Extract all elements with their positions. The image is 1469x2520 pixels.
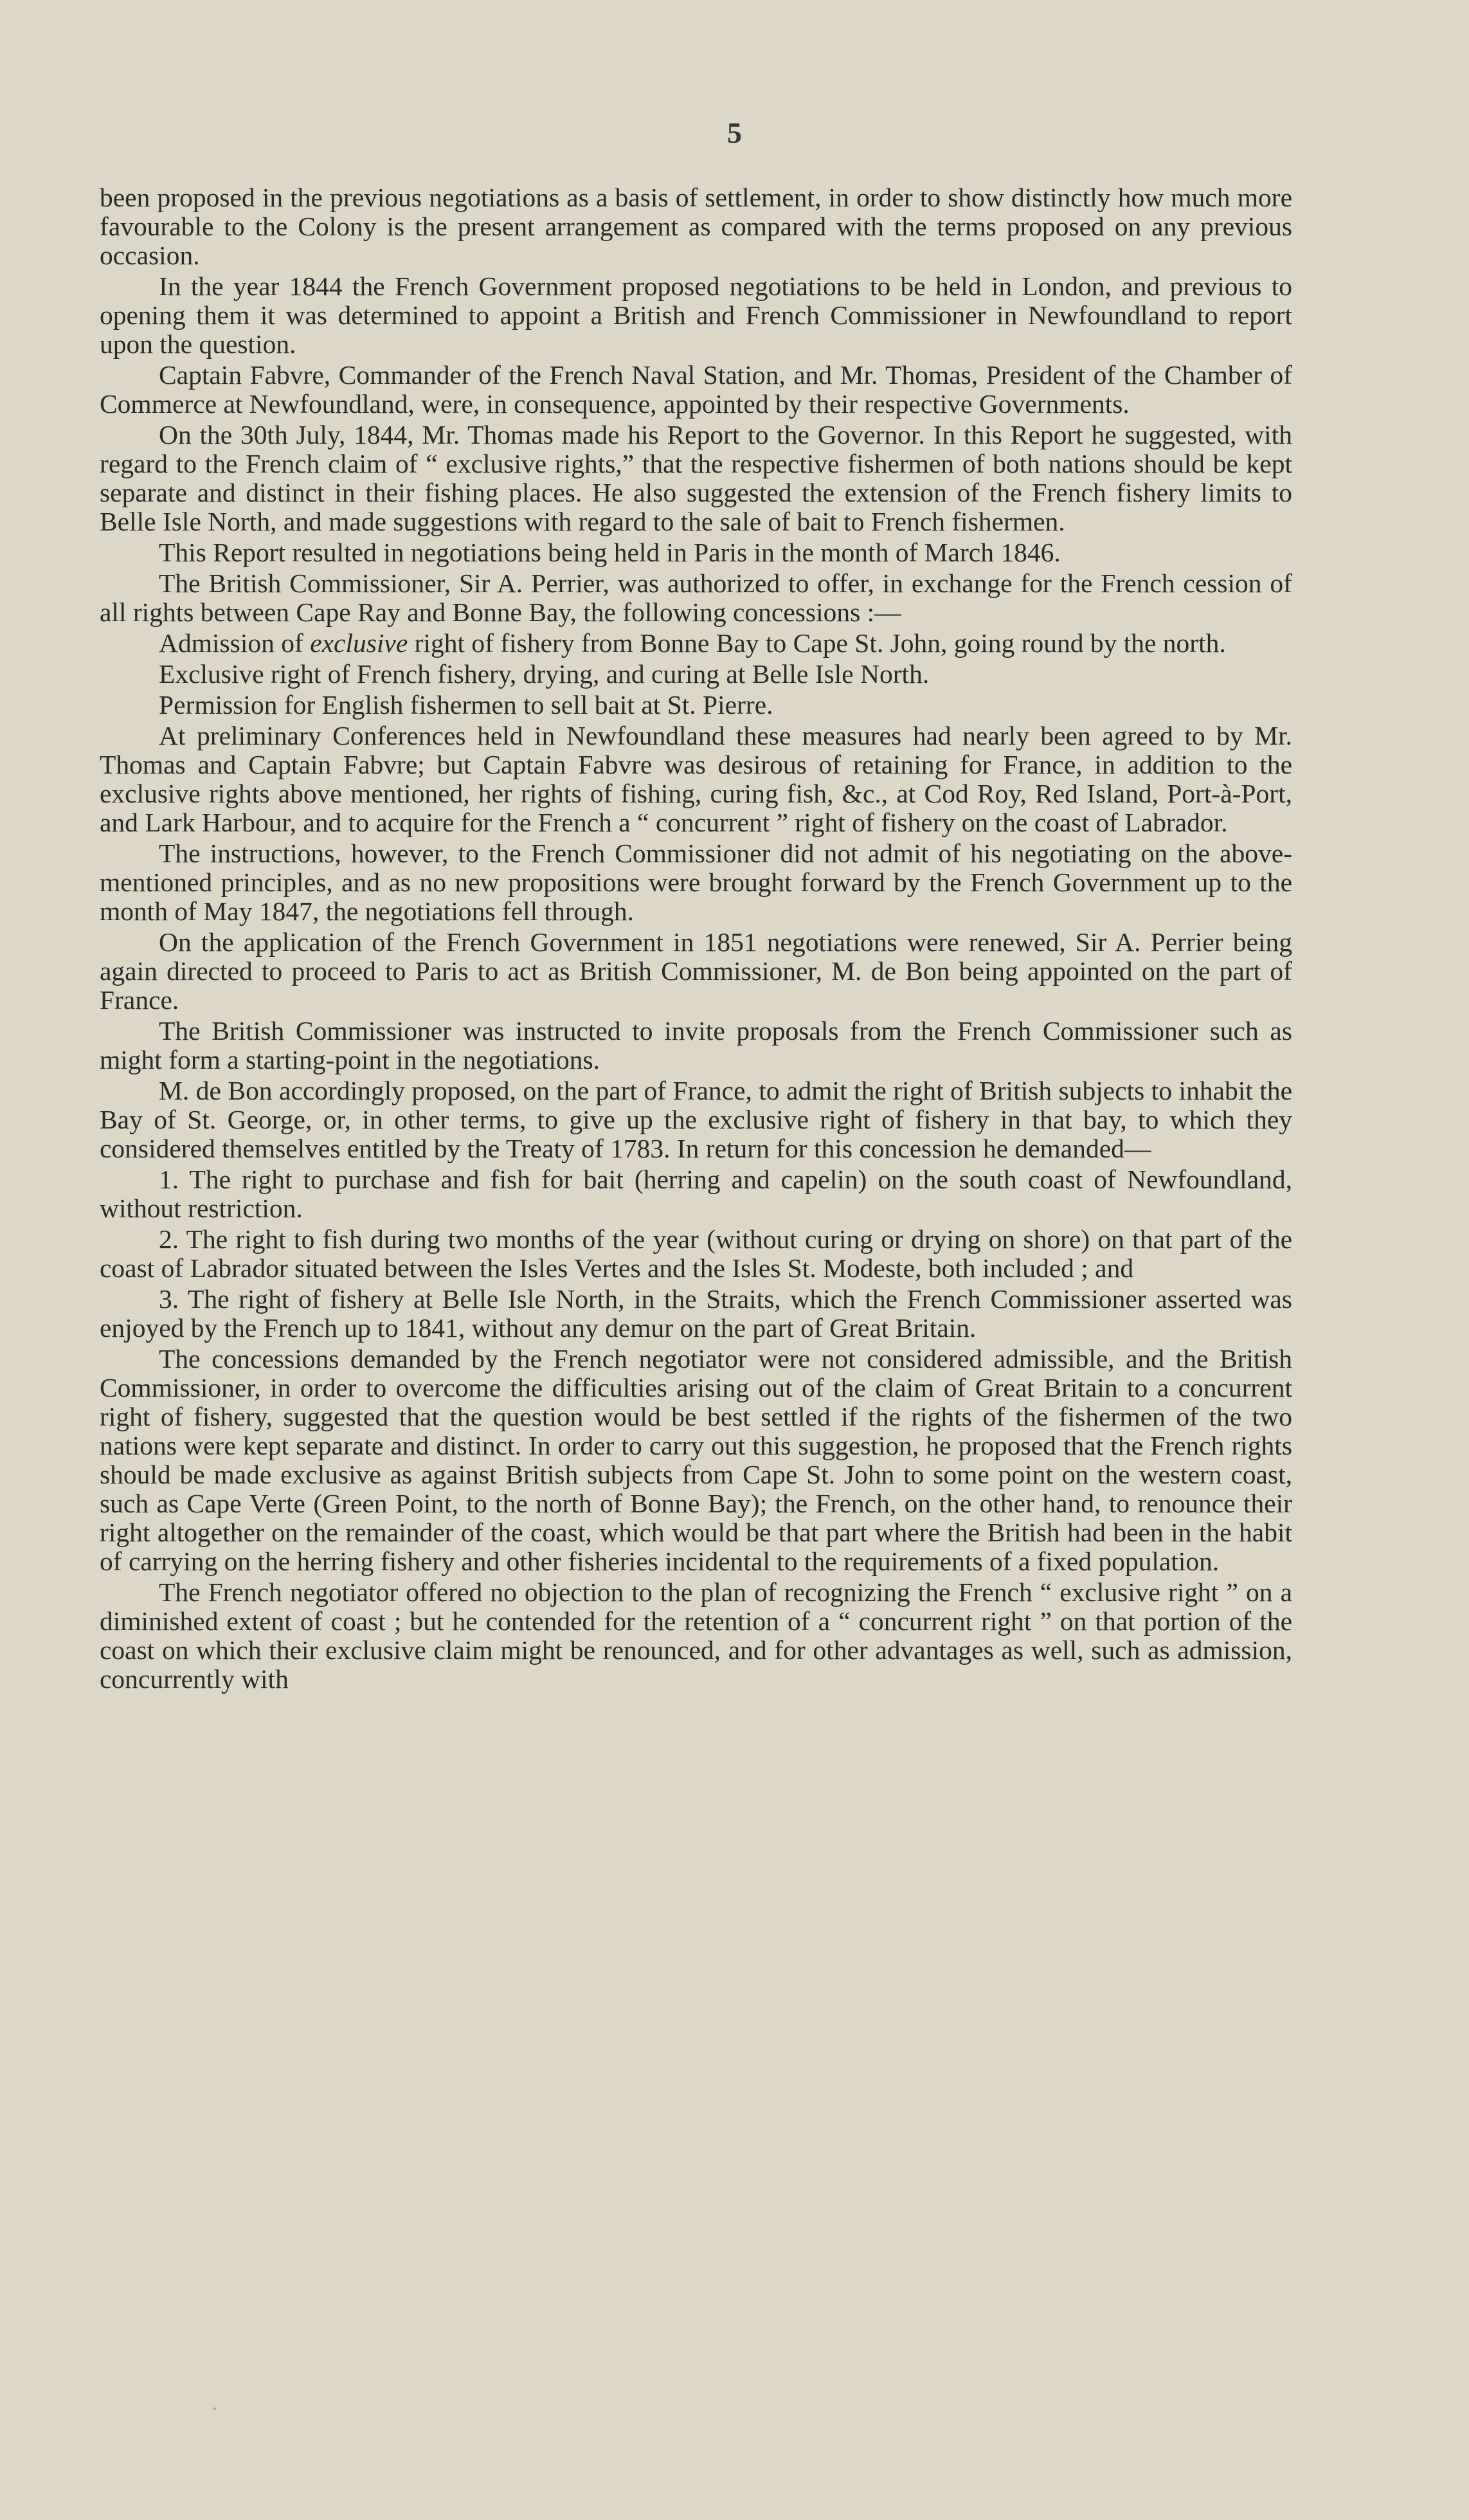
- paragraph-demand-2: 2. The right to fish during two months of the year (without curing or drying on shore) on that part of the coast of Labrador situated between the Isles Vertes and the Isles St. Modeste, both included ; and: [100, 1224, 1292, 1283]
- admission-text-after: right of fishery from Bonne Bay to Cape St. John, going round by the north.: [408, 628, 1226, 658]
- paragraph-admission: [100, 629, 1292, 658]
- paragraph-de-bon-proposal: M. de Bon accordingly proposed, on the part of France, to admit the right of British subjects to inhabit the Bay of St. George, or, in other terms, to give up the exclusive right of fishery in that bay, to which they considered themselves entitled by the Treaty of 1783. In return for this concession he demanded—: [100, 1076, 1292, 1163]
- paragraph-belle-isle-right: Exclusive right of French fishery, drying, and curing at Belle Isle North.: [159, 659, 930, 689]
- paragraph-continuation: been proposed in the previous negotiations as a basis of settlement, in order to show distinctly how much more favourable to the Colony is the present arrangement as compared with the terms proposed on any previous occasion.: [100, 183, 1292, 270]
- admission-text-before: Admission of: [159, 628, 311, 658]
- paragraph-commissioners: Captain Fabvre, Commander of the French Naval Station, and Mr. Thomas, President of the Chamber of Commerce at Newfoundland, were, in consequence, appointed by their respective Governments.: [100, 360, 1292, 419]
- admission-emphasis: exclusive: [310, 628, 408, 658]
- paragraph-instructions: The instructions, however, to the French Commissioner did not admit of his negotiating on the above-mentioned principles, and as no new propositions were brought forward by the French Government up to the month of May 1847, the negotiations fell through.: [100, 838, 1292, 926]
- paper-speck: [213, 2407, 216, 2410]
- paragraph-1851-renewal: On the application of the French Government in 1851 negotiations were renewed, Sir A. Perrier being again directed to proceed to Paris to act as British Commissioner, M. de Bon being appointed on the part of France.: [100, 927, 1292, 1015]
- paragraph-perrier-offer: The British Commissioner, Sir A. Perrier, was authorized to offer, in exchange for the French cession of all rights between Cape Ray and Bonne Bay, the following concessions :—: [100, 568, 1292, 627]
- page-number: 5: [727, 116, 742, 149]
- paragraph-paris-1846: This Report resulted in negotiations being held in Paris in the month of March 1846.: [159, 538, 1061, 567]
- document-body: [100, 183, 1292, 1696]
- paragraph-bait-permission: Permission for English fishermen to sell bait at St. Pierre.: [159, 690, 773, 720]
- paragraph-preliminary-conferences: At preliminary Conferences held in Newfoundland these measures had nearly been agreed to by Mr. Thomas and Captain Fabvre; but Captain Fabvre was desirous of retaining for France, in addition to the exclusive rights above mentioned, her rights of fishing, curing fish, &c., at Cod Roy, Red Island, Port-à-Port, and Lark Harbour, and to acquire for the French a “ concurrent ” right of fishery on the coast of Labrador.: [100, 721, 1292, 837]
- paragraph-thomas-report: On the 30th July, 1844, Mr. Thomas made his Report to the Governor. In this Report he suggested, with regard to the French claim of “ exclusive rights,” that the respective fishermen of both nations should be kept separate and distinct in their fishing places. He also suggested the extension of the French fishery limits to Belle Isle North, and made suggestions with regard to the sale of bait to French fishermen.: [100, 420, 1292, 536]
- paragraph-concessions-rejected: The concessions demanded by the French negotiator were not considered admissible, and the British Commissioner, in order to overcome the difficulties arising out of the claim of Great Britain to a concurrent right of fishery, suggested that the question would be best settled if the rights of the fishermen of the two nations were kept separate and distinct. In order to carry out this suggestion, he proposed that the French rights should be made exclusive as against British subjects from Cape St. John to some point on the western coast, such as Cape Verte (Green Point, to the north of Bonne Bay); the French, on the other hand, to renounce their right altogether on the remainder of the coast, which would be that part where the British had been in the habit of carrying on the herring fishery and other fisheries incidental to the requirements of a fixed population.: [100, 1344, 1292, 1576]
- paragraph-1844-negotiations: In the year 1844 the French Government proposed negotiations to be held in London, and previous to opening them it was determined to appoint a British and French Commissioner in Newfoundland to report upon the question.: [100, 271, 1292, 359]
- paragraph-demand-3: 3. The right of fishery at Belle Isle North, in the Straits, which the French Commissioner asserted was enjoyed by the French up to 1841, without any demur on the part of Great Britain.: [100, 1284, 1292, 1343]
- paragraph-invite-proposals: The British Commissioner was instructed to invite proposals from the French Commissioner such as might form a starting-point in the negotiations.: [100, 1016, 1292, 1074]
- paragraph-demand-1: 1. The right to purchase and fish for bait (herring and capelin) on the south coast of Newfoundland, without restriction.: [100, 1165, 1292, 1223]
- paragraph-french-negotiator: The French negotiator offered no objection to the plan of recognizing the French “ exclusive right ” on a diminished extent of coast ; but he contended for the retention of a “ concurrent right ” on that portion of the coast on which their exclusive claim might be renounced, and for other advantages as well, such as admission, concurrently with: [100, 1577, 1292, 1694]
